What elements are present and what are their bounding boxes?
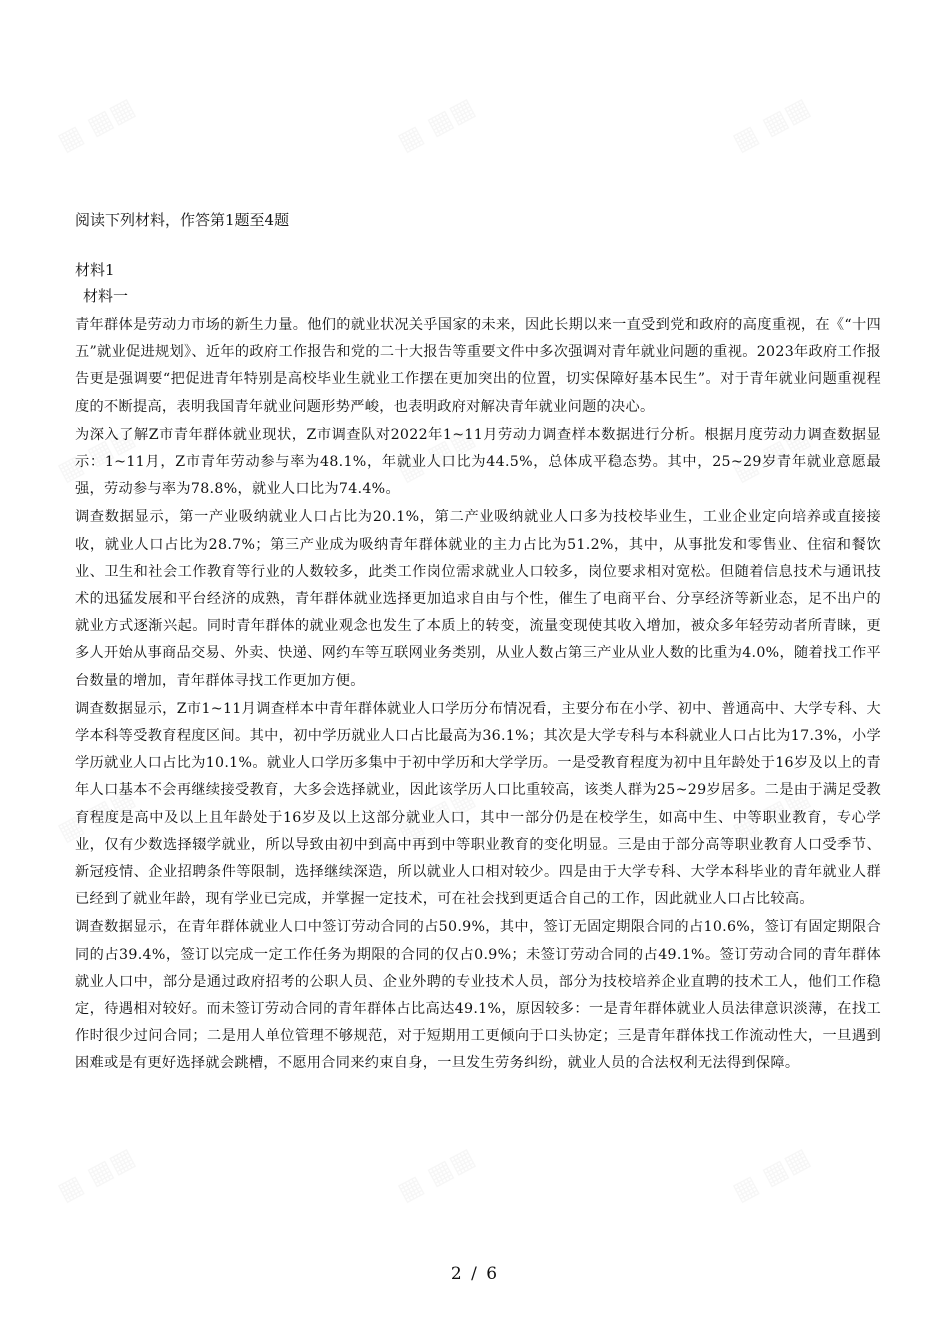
paragraph-youth-employment-importance: 青年群体是劳动力市场的新生力量。他们的就业状况关乎国家的未来，因此长期以来一直受到党和政府的高度重视，在《“十四五”就业促进规划》、近年的政府工作报告和党的二十大报告等重要文件中多次强调对青年就业问题的重视。2023年政府工作报告更是强调要“把促进青年特别是高校毕业生就业工作摆在更加突出的位置，切实保障好基本民生”。对于青年就业问题重视程度的不断提高，表明我国青年就业问题形势严峻，也表明政府对解决青年就业问题的决心。 [75,317,881,415]
paragraph-labor-contracts: 调查数据显示，在青年群体就业人口中签订劳动合同的占50.9%，其中，签订无固定期限合同的占10.6%，签订有固定期限合同的占39.4%，签订以完成一定工作任务为期限的合同的仅占0.9%；未签订劳动合同的占49.1%。签订劳动合同的青年群体就业人口中，部分是通过政府招考的公职人员、企业外聘的专业技术人员，部分为技校培养企业直聘的技术工人，他们工作稳定，待遇相对较好。而未签订劳动合同的青年群体占比高达49.1%，原因较多：一是青年群体就业人员法律意识淡薄，在找工作时很少过问合同；二是用人单位管理不够规范，对于短期用工更倾向于口头协定；三是青年群体找工作流动性大，一旦遇到困难或是有更好选择就会跳槽，不愿用合同来约束自身，一旦发生劳务纠纷，就业人员的合法权利无法得到保障。 [75,919,881,1072]
watermark-mark [393,92,480,157]
watermark-mark [728,1142,815,1207]
watermark-mark [728,92,815,157]
watermark-mark [53,92,140,157]
paragraph-education-distribution: 调查数据显示，Z市1~11月调查样本中青年群体就业人口学历分布情况看，主要分布在小学、初中、普通高中、大学专科、大学本科等受教育程度区间。其中，初中学历就业人口占比最高为36.1%；其次是大学专科与本科就业人口占比为17.3%，小学学历就业人口占比为10.1%。就业人口学历多集中于初中学历和大学学历。一是受教育程度为初中且年龄处于16岁及以上的青年人口基本不会再继续接受教育，大多会选择就业，因此该学历人口比重较高，该类人群为25~29岁居多。二是由于满足受教育程度是高中及以上且年龄处于16岁及以上这部分就业人口，其中一部分仍是在校学生，如高中生、中等职业教育，专心学业，仅有少数选择辍学就业，所以导致由初中到高中再到中等职业教育的变化明显。三是由于部分高等职业教育人口受季节、新冠疫情、企业招聘条件等限制，选择继续深造，所以就业人口相对较少。四是由于大学专科、大学本科毕业的青年就业人群已经到了就业年龄，现有学业已完成，并掌握一定技术，可在社会找到更适合自己的工作，因此就业人口占比较高。 [75,700,881,908]
watermark-mark [53,1142,140,1207]
material-label: 材料1 [75,261,115,279]
document-page [75,208,881,1079]
paragraph-industry-distribution: 调查数据显示，第一产业吸纳就业人口占比为20.1%，第二产业吸纳就业人口多为技校毕业生，工业企业定向培养或直接接收，就业人口占比为28.7%；第三产业成为吸纳青年群体就业的主力占比为51.2%，其中，从事批发和零售业、住宿和餐饮业、卫生和社会工作教育等行业的人数较多，此类工作岗位需求就业人口较多，岗位要求相对宽松。但随着信息技术与通讯技术的迅猛发展和平台经济的成熟，青年群体就业选择更加追求自由与个性，催生了电商平台、分享经济等新业态，足不出户的就业方式逐渐兴起。同时青年群体的就业观念也发生了本质上的转变，流量变现使其收入增加，被众多年轻劳动者所青睐，更多人开始从事商品交易、外卖、快递、网约车等互联网业务类别，从业人数占第三产业从业人数的比重为4.0%，随着找工作平台数量的增加，青年群体寻找工作更加方便。 [75,509,881,689]
reading-instruction: 阅读下列材料，作答第1题至4题 [75,211,290,229]
page-number: 2 / 6 [450,1264,500,1284]
watermark-mark [393,1142,480,1207]
material-sub-label: 材料一 [83,287,129,305]
paragraph-labor-participation: 为深入了解Z市青年群体就业现状，Z市调查队对2022年1~11月劳动力调查样本数据进行分析。根据月度劳动力调查数据显示：1~11月，Z市青年劳动参与率为48.1%，年就业人口比为44.5%，总体成平稳态势。其中，25~29岁青年就业意愿最强，劳动参与率为78.8%，就业人口比为74.4%。 [75,426,881,498]
